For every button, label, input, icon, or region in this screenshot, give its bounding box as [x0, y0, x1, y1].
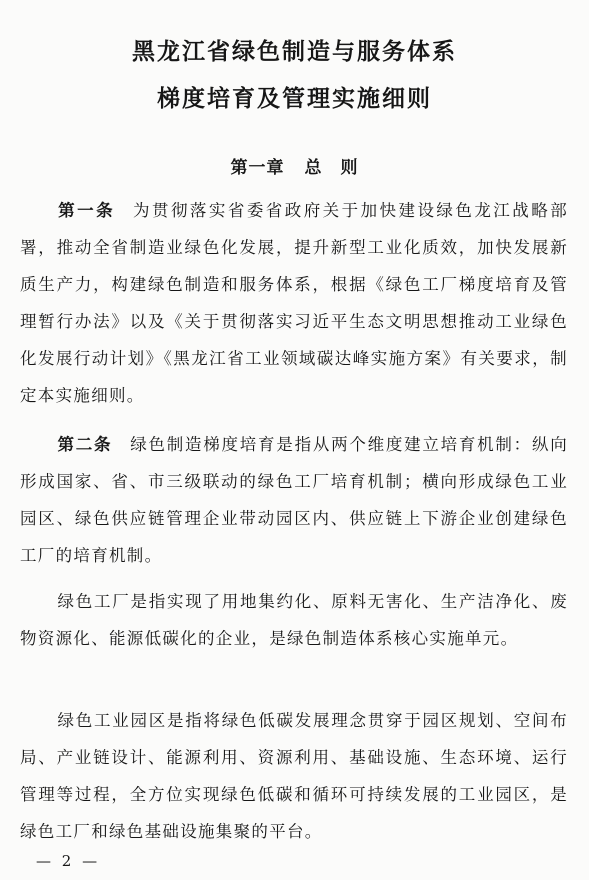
chapter-heading — [0, 156, 589, 180]
article-2-paragraph — [20, 426, 568, 574]
article-1-text: 为贯彻落实省委省政府关于加快建设绿色龙江战略部署，推动全省制造业绿色化发展，提升新型工业化质效，加快发展新质生产力，构建绿色制造和服务体系，根据《绿色工厂梯度培育及管理暂行办法》以及《关于贯彻落实习近平生态文明思想推动工业绿色化发展行动计划》《黑龙江省工业领域碳达峰实施方案》有关要求，制定本实施细则。 — [20, 201, 568, 405]
article-2-label: 第二条 — [57, 435, 113, 454]
green-park-definition-text: 绿色工业园区是指将绿色低碳发展理念贯穿于园区规划、空间布局、产业链设计、能源利用、资源利用、基础设施、生态环境、运行管理等过程，全方位实现绿色低碳和循环可持续发展的工业园区，是绿色工厂和绿色基础设施集聚的平台。 — [20, 711, 568, 841]
article-1-paragraph — [20, 192, 568, 414]
green-factory-definition-text: 绿色工厂是指实现了用地集约化、原料无害化、生产洁净化、废物资源化、能源低碳化的企业，是绿色制造体系核心实施单元。 — [20, 592, 568, 648]
chapter-label: 第一章 — [230, 158, 285, 178]
article-1-label: 第一条 — [57, 201, 116, 220]
green-park-definition-paragraph — [20, 702, 568, 850]
document-title-line-1: 黑龙江省绿色制造与服务体系 — [132, 38, 457, 65]
green-factory-definition-paragraph — [20, 583, 568, 657]
document-title-line-2: 梯度培育及管理实施细则 — [157, 85, 432, 112]
article-2-text: 绿色制造梯度培育是指从两个维度建立培育机制：纵向形成国家、省、市三级联动的绿色工厂培育机制；横向形成绿色工业园区、绿色供应链管理企业带动园区内、供应链上下游企业创建绿色工厂的培育机制。 — [20, 435, 569, 565]
page-number: — 2 — — [36, 852, 101, 870]
chapter-name: 总 则 — [304, 158, 359, 178]
